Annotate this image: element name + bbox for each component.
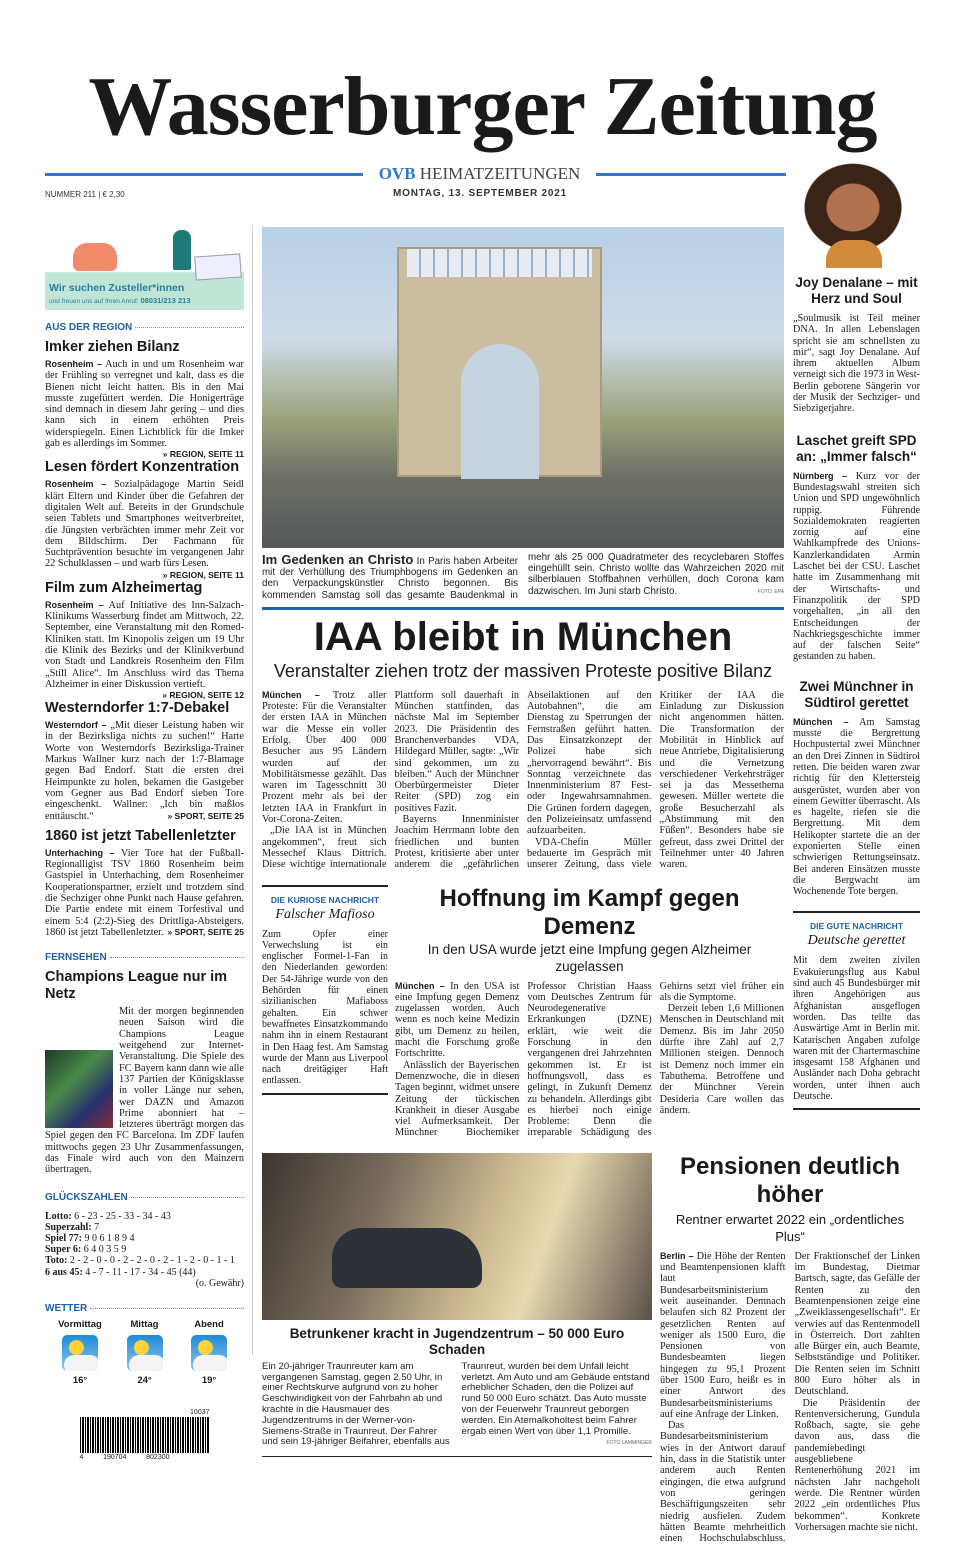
newspaper-title: Wasserburger Zeitung bbox=[88, 60, 877, 153]
article-title[interactable]: Westerndorfer 1:7-Debakel bbox=[45, 700, 230, 717]
issue-number-price: NUMMER 211 | € 2,30 bbox=[45, 190, 125, 199]
article-title[interactable]: Lesen fördert Konzentration bbox=[45, 459, 240, 476]
article-title[interactable]: Imker ziehen Bilanz bbox=[45, 339, 180, 355]
masthead-rule-left bbox=[45, 173, 363, 176]
dementia-headline[interactable]: Hoffnung im Kampf gegen Demenz bbox=[439, 884, 740, 940]
box-kicker: DIE KURIOSE NACHRICHT bbox=[270, 894, 380, 905]
box-text: Zum Opfer einer Verwechslung ist ein englischer Formel-1-Fan in den Niederlanden geworden: Der 54-Jährige wurde von den Behörden für einen sizilianischen Mafiaboss gehalten. Ein schwer bewaffnetes Einsatzkommando nahm ihn in einem Restaurant in Den Haag fest. Am Samstag wurde der Mann aus Liverpool nach dreitägiger Haft entlassen. bbox=[262, 928, 388, 1087]
car-shape bbox=[332, 1228, 482, 1288]
photo-caption bbox=[262, 552, 784, 601]
dementia-subheadline: In den USA wurde jetzt eine Impfung gegen Alzheimer zugelassen bbox=[427, 941, 752, 974]
photo-credit: FOTO LAMMINGER bbox=[606, 1440, 652, 1447]
main-area bbox=[262, 227, 920, 1544]
scooter-illustration bbox=[73, 243, 117, 271]
section-heading-lotto: GLÜCKSZAHLEN bbox=[45, 1192, 244, 1203]
article-body: Rosenheim – Auf Initiative des Inn-Salzach-Klinikums Wasserburg findet am Mittwoch, 22. September, eine Veranstaltung mit den Romed-Kliniken statt. Im Kinopolis zeigen um 19 Uhr die Klinik des Bezirks und der Klinikverbund von Stadt und Landkreis Rosenheim den Film „Still Alice“. Im Anschluss wird das Thema Alzheimer in einer Diskussion vertieft. » REGION, SEITE 12 bbox=[45, 599, 244, 701]
publisher-logo: OVB HEIMATZEITUNGEN bbox=[378, 164, 581, 183]
article-title[interactable]: Champions League nur im Netz bbox=[45, 969, 228, 1003]
barcode-digits: 4 190704 802300 bbox=[79, 1454, 170, 1462]
lottery-row: Toto: 2 - 2 - 0 - 0 - 2 - 2 - 0 - 2 - 1 - 2 - 0 - 1 - 1 bbox=[45, 1255, 235, 1267]
carrier-illustration bbox=[173, 230, 191, 270]
sun-cloud-icon bbox=[62, 1335, 98, 1371]
article-body: Rosenheim – Sozialpädagoge Martin Seidl klärt Eltern und Kinder über die Gefahren der digitalen Welt auf. Bereits in der Grundschule seien Tablets und Smartphones weitverbreitet, die Jüngsten verbrächten immer mehr Zeit vor dem Bildschirm. Der Fachmann für Suchtprävention besuchte im vergangenen Jahr 22 Schulklassen – und warb fürs Lesen. » REGION, SEITE 11 bbox=[45, 479, 244, 580]
box-title[interactable]: Falscher Mafioso bbox=[275, 906, 375, 922]
lottery-row: Superzahl: 7 bbox=[45, 1221, 100, 1233]
article-body: München – Am Samstag musste die Bergrettung Hochpustertal zwei Münchner an den Drei Zinnen in Südtirol retten. Die beiden waren zwar richtig für den Klettersteig ausgerüstet, wurden aber von einem Gewitter überrascht. Als es hagelte, riefen sie die Bergrettung. Mit dem Helikopter startete die an der exponierten Stelle einen schwierigen Rettungseinsatz. Bei anderen Einsätzen musste die Bergwacht am Wochenende Tote bergen. bbox=[793, 716, 920, 898]
article-body: „Soulmusik ist Teil meiner DNA. In allen Lebenslagen spricht sie am schnellsten zu mir“, sagt Joy Denalane. Auf ihrem aktuellen Album verneigt sich die 1973 in West-Berlin geborene Sängerin vor der Musik der Sechziger- und Siebzigerjahre. bbox=[793, 313, 920, 415]
pension-subheadline: Rentner erwartet 2022 ein „ordentliches Plus“ bbox=[675, 1211, 905, 1244]
article-body: Nürnberg – Kurz vor der Bundestagswahl streiten sich Union und SPD ungewöhnlich ruppig. Führende Sozialdemokraten reagierten zornig auf eine Wahlkampfrede des Unions-Kanzlerkandidaten Armin Laschet bei der CSU. Laschet hatte im Zusammenhang mit der Wirtschafts- und Finanzpolitik der SPD vorgehalten, „in all den Entscheidungen der Nachkriegsgeschichte immer auf der falschen Seite“ gestanden zu haben. bbox=[793, 470, 920, 663]
issue-date: MONTAG, 13. SEPTEMBER 2021 bbox=[393, 188, 567, 199]
page-reference-link[interactable]: » SPORT, SEITE 25 bbox=[167, 926, 244, 937]
crash-article-body: Ein 20-jähriger Traunreuter kam am vergangenen Samstag, gegen 2.50 Uhr, in einer Rechtskurve aufgrund von zu hoher Geschwindigkeit von der Fahrbahn ab und krachte in die Hausmauer des Jugendzentrums in der Werner-von- Siemens-Straße in Traunreut. Der Fahrer und sein 19-jähriger Beifahrer, ebenfalls aus Traunreut, wurden bei dem Unfall leicht verletzt. Am Auto und am Gebäude entstand erheblicher Schaden, den die Polizei auf rund 50 000 Euro schätzt. Das Auto musste von der Feuerwehr Traunreut geborgen werden. Ein Atemalkoholtest beim Fahrer ergab einen Wert von über 1,1 Promille. FOTO LAMMINGER bbox=[262, 1360, 652, 1448]
left-column bbox=[45, 225, 244, 1462]
dementia-article bbox=[395, 885, 784, 1139]
sun-cloud-icon bbox=[191, 1335, 227, 1371]
pension-article-body: Berlin – Die Höhe der Renten und Beamtenpensionen klafft laut Bundesarbeitsministerium weit auseinander. Demnach belaufen sich 82 Prozent der gesetzlichen Renten auf weniger als 1500 Euro, die Pensionen von Bundesbeamten liegen hingegen zu 95,1 Prozent über 1500 Euro, heißt es in einer Antwort des Bundesarbeitsministeriums auf eine Anfrage der Linken. Das Bundesarbeitsministerium wies in der Antwort darauf hin, dass in die Statistik unter anderem auch Renten eingingen, die etwa aufgrund von geringen Beschäftigungszeiten sehr niedrig ausfielen. Zudem hätten Beamte mehrheitlich einen Hochschulabschluss. Der Fraktionschef der Linken im Bundestag, Dietmar Bartsch, sagte, das Gefälle der Renten zu den Beamtenpensionen zeige eine „Zweiklassengesellschaft“. Er verwies auf das Rentenmodell in Österreich. Dort zahlten alle Bürger ein, auch Beamte, Selbstständige und Politiker. Die Renten seien im Schnitt 800 Euro höher als in Deutschland. Die Präsidentin der Rentenversicherung, Gundula Roßbach, sagte, sie gehe davon aus, dass die pandemiebedingt ausgebliebene Rentenerhöhung 2021 im nächsten Jahr nachgeholt werde. Die Rentner würden 2022 „ein ordentliches Plus bekommen“. Konkrete Vorhersagen machte sie nicht. bbox=[660, 1250, 920, 1544]
lottery-row: 6 aus 45: 4 - 7 - 11 - 17 - 34 - 45 (44) bbox=[45, 1266, 196, 1278]
box-text: Mit dem zweiten zivilen Evakuierungsflug aus Kabul sind auch 45 Bundesbürger mit ihren Angehörigen aus Afghanistan ausgeflogen worden. Das teilte das Auswärtige Amt in Berlin mit. Katarischen Angaben zufolge waren mit der Chartermaschine insgesamt 158 Afghanen und Ausländer nach Doha gebracht worden, unter ihnen auch Deutsche. bbox=[793, 955, 920, 1103]
arc-de-triomphe-photo bbox=[262, 227, 784, 548]
carrier-recruitment-ad[interactable] bbox=[45, 225, 244, 310]
lead-subheadline: Veranstalter ziehen trotz der massiven Proteste positive Bilanz bbox=[273, 660, 773, 681]
caption-text: In Paris haben Arbeiter mit der Verhüllung des Triumphbogens im Gedenken an den Verpackungskünstler Christo begonnen. Bis kommenden Samstag soll das gesamte Baudenkmal in mehr als 25 000 Quadratmeter des recyclebaren Stoffes eingehüllt sein. Christo wollte das Wahrzeichen 2020 mit silberblauen Stoffbahnen verhüllen, doch Corona kam dazwischen. Im Juni starb Christo. bbox=[262, 552, 784, 601]
page-reference-link[interactable]: » SPORT, SEITE 25 bbox=[167, 810, 244, 821]
lottery-disclaimer: (o. Gewähr) bbox=[195, 1277, 244, 1289]
divider bbox=[262, 607, 784, 610]
center-column bbox=[262, 227, 784, 1139]
article-title[interactable]: 1860 ist jetzt Tabellenletzter bbox=[45, 827, 236, 844]
curious-news-box bbox=[262, 885, 388, 1095]
newspaper-illustration bbox=[194, 253, 242, 280]
right-column bbox=[793, 275, 920, 1110]
lottery-numbers bbox=[45, 1211, 244, 1289]
car-crash-photo bbox=[262, 1153, 652, 1320]
lead-headline[interactable]: IAA bleibt in München bbox=[313, 614, 733, 659]
sun-cloud-icon bbox=[127, 1335, 163, 1371]
article-title[interactable]: Film zum Alzheimertag bbox=[45, 579, 203, 596]
arch-shape bbox=[397, 247, 602, 477]
article-body: Rosenheim – Auch in und um Rosenheim war der Frühling so verregnet und kalt, dass es die Bienen nicht leicht hatten. Bis in den Mai musste zugefüttert werden. Die Honigerträge sind demnach in diesem Jahr gering – und dies kann sich in einem erhöhten Preis widerspiegeln. Einen Lichtblick für die Imker gab es allerdings im Sommer. » REGION, SEITE 11 bbox=[45, 359, 244, 460]
box-kicker: DIE GUTE NACHRICHT bbox=[809, 921, 904, 932]
crash-article bbox=[262, 1153, 652, 1457]
page-reference-link[interactable]: » REGION, SEITE 11 bbox=[162, 569, 244, 580]
section-heading-tv: FERNSEHEN bbox=[45, 952, 244, 963]
pension-article bbox=[660, 1153, 920, 1544]
barcode-bars bbox=[80, 1417, 210, 1453]
football-photo bbox=[45, 1050, 113, 1128]
lottery-row: Spiel 77: 9 0 6 1 8 9 4 bbox=[45, 1233, 135, 1245]
weather-forecast bbox=[45, 1319, 244, 1386]
page-reference-link[interactable]: » REGION, SEITE 11 bbox=[162, 449, 244, 460]
caption-title: Im Gedenken an Christo bbox=[262, 552, 414, 567]
lottery-row: Super 6: 6 4 0 3 5 9 bbox=[45, 1244, 127, 1256]
divider bbox=[262, 1456, 652, 1457]
article-title[interactable]: Laschet greift SPD an: „Immer falsch“ bbox=[796, 432, 917, 464]
lottery-row: Lotto: 6 - 23 - 25 - 33 - 34 - 43 bbox=[45, 1210, 171, 1222]
weather-slot: Abend 19° bbox=[182, 1319, 236, 1386]
crash-headline[interactable]: Betrunkener kracht in Jugendzentrum – 50 000 Euro Schaden bbox=[289, 1325, 625, 1357]
dementia-article-body: München – In den USA ist eine Impfung gegen Demenz zugelassen worden. Auch wenn es noch keine Medizin gibt, um Demenz zu heilen, macht die Forschung große Fortschritte. Anlässlich der Bayerischen Demenzwoche, die in diesen Tagen beginnt, widmet unsere Zeitung der tückischen Krankheit in dieser Ausgabe viel Aufmerksamkeit. Der Münchner Biochemiker Professor Christian Haass vom Deutsches Zentrum für Neurodegenerative Erkrankungen (DZNE) erklärt, wie weit die Forschung in den vergangenen drei Jahrzehnten gekommen ist. Er ist hoffnungsvoll, dass es gelingt, in Zukunft Demenz zu behandeln. Allerdings gibt es hierbei noch einige Probleme: Denn die irreparable Schädigung des Gehirns setzt viel früher ein als die Symptome. Derzeit leben 1,6 Millionen Menschen in Deutschland mit Demenz. Bis im Jahr 2050 dürfte ihre Zahl auf 2,7 Millionen steigen. Dennoch ist Demenz noch immer ein Tabuthema. Betroffene und der Münchner Verein Desideria Care wollen das ändern. bbox=[395, 980, 784, 1139]
weather-slot: Vormittag 16° bbox=[58, 1319, 102, 1387]
barcode bbox=[80, 1408, 210, 1462]
barcode-addon: 10037 bbox=[190, 1409, 210, 1417]
column-divider bbox=[252, 225, 253, 1355]
article-body: Mit der morgen beginnenden neuen Saison wird die Champions League weitgehend zur Internet-Veranstaltung. Die Spiele des FC Bayern kann dann wie alle 137 Partien der Königsklasse in voller Länge nur sehen, wer DAZN und Amazon Prime abonniert hat – letzteres überträgt morgen das Spiel gegen den FC Barcelona. Im ZDF laufen mittwochs gegen 23 Uhr Zusammenfassungen, das Finale wird auch von den Mainzern übertragen. bbox=[45, 1006, 244, 1176]
box-title[interactable]: Deutsche gerettet bbox=[807, 933, 906, 949]
section-heading-region: AUS DER REGION bbox=[45, 322, 244, 333]
weather-slot: Mittag 24° bbox=[118, 1319, 172, 1386]
lead-article-body: München – Trotz aller Proteste: Für die Veranstalter der ersten IAA in München war die Messe ein voller Erfolg. Über 400 000 Besucher aus 95 Ländern wurden auf der Mobilitätsmesse gezählt. Das waren im Tagesschnitt 30 Prozent mehr als bei der letzten IAA in Frankfurt in Vor-Corona-Zeiten. „Die IAA ist in München angekommen“, freut sich Messechef Klaus Dittrich. Diese wichtige internationale Plattform soll dauerhaft in München stattfinden, das nächste Mal im September 2023. Die Präsidentin des Branchenverbandes VDA, Hildegard Müller, sagte: „Wir sind gekommen, um zu bleiben.“ Auch der Münchner Oberbürgermeister Dieter Reiter (SPD) zog ein positives Fazit. Bayerns Innenminister Joachim Herrmann lobte den friedlichen und bunten Protest, kritisierte aber unter anderem die „gefährlichen Abseilaktionen auf den Autobahnen“, die am Dienstag zu Sperrungen der Fernstraßen geführt hatten. Das Einsatzkonzept der Polizei habe sich „hervorragend bewährt“. Bis Sonntag verzeichnete das Innenministerium 87 Fest- oder Ingewahrsamnahmen. Die Grünen fordern dagegen, den Polizeieinsatz umfassend aufzuarbeiten. VDA-Chefin Müller bedauerte im Gespräch mit unserer Zeitung, dass viele Kritiker der IAA die Einladung zur Diskussion nicht angenommen hätten. Die Transformation der Mobilität in Hinblick auf neue Antriebe, Digitalisierung und die Vernetzung verschiedener Verkehrsträger sei ja das Messethema gewesen. Müller wertete die große Besucherzahl als „Abstimmung mit den Füßen“. Besonders habe sie gefreut, dass zwei Drittel der Teilnehmer unter 40 Jahren waren. bbox=[262, 689, 784, 871]
page-reference-link[interactable]: » REGION, SEITE 12 bbox=[162, 690, 244, 701]
article-body: Westerndorf – „Mit dieser Leistung haben wir in der Bezirksliga nichts zu suchen!“ Harte Worte von Westerndorfs Bezirksliga-Trainer Markus Wallner kurz nach der 1:7-Blamage gegen Bad Endorf. Statt die ersten drei Heimpunkte zu holen, bekamen die Gastgeber vom Gegner aus Bad Endorf sieben Tore eingeschenkt. Wallner: „Ich bin maßlos enttäuscht.“ » SPORT, SEITE 25 bbox=[45, 720, 244, 822]
article-title[interactable]: Zwei Münchner in Südtirol gerettet bbox=[799, 678, 914, 710]
ad-headline: Wir suchen Zusteller*innen bbox=[49, 282, 185, 294]
good-news-box bbox=[793, 911, 920, 1110]
article-body: Unterhaching – Vier Tore hat der Fußball-Regionalligist TSV 1860 Rosenheim beim Gastspiel in Unterhaching, dem Rosenheimer Kooperationspartner, erzielt und trotzdem sind die Sechziger ohne Punkt nach Hause gefahren. Die Partie endete mit einem Torfestival und einem 5:4 (2:2)-Sieg des Drittliga-Absteigers. 1860 ist jetzt Tabellenletzter. » SPORT, SEITE 25 bbox=[45, 847, 245, 938]
section-heading-weather: WETTER bbox=[45, 1303, 244, 1314]
pension-headline[interactable]: Pensionen deutlich höher bbox=[679, 1152, 901, 1208]
photo-credit: FOTO: EPA bbox=[757, 588, 784, 595]
article-title[interactable]: Joy Denalane – mit Herz und Soul bbox=[795, 275, 918, 306]
ad-subline: und freuen uns auf Ihren Anruf: 08031/213 213 bbox=[49, 296, 191, 305]
